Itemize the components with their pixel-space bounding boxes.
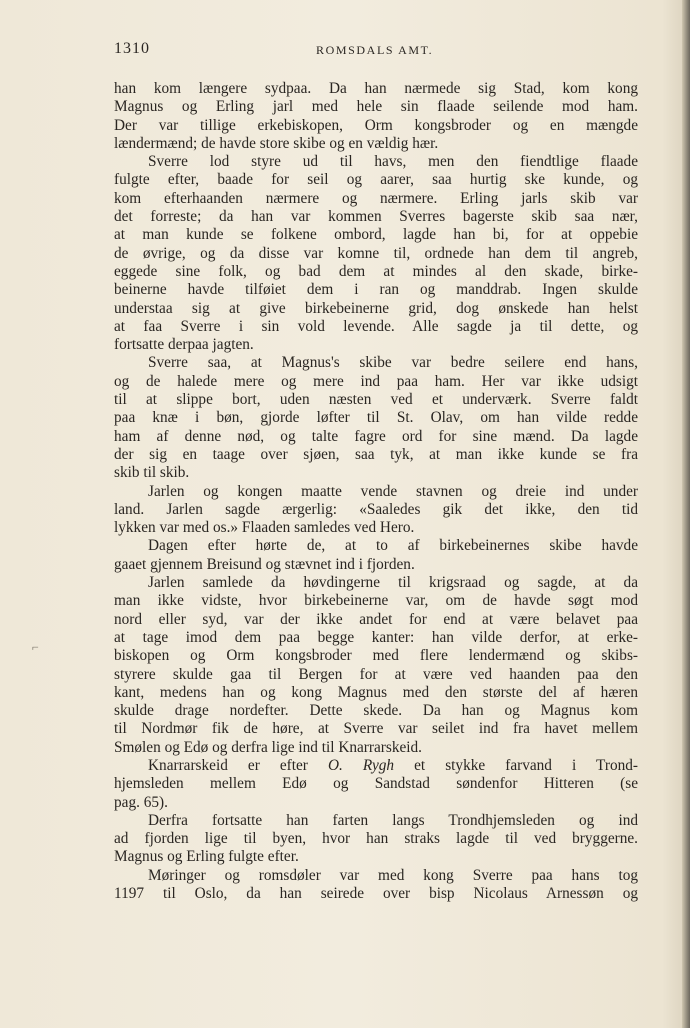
text-line: at tage imod dem paa begge kanter: han vilde derfor, at erke- (114, 628, 638, 646)
text-line: understaa sig at give birkebeinerne grid, dog ønskede han helst (114, 299, 638, 317)
running-title: ROMSDALS AMT. (316, 43, 434, 57)
text-segment: Knarrarskeid er efter (148, 756, 328, 774)
text-line: Jarlen samlede da høvdingerne til krigsraad og sagde, at da (148, 574, 638, 592)
page-edge (682, 0, 690, 1028)
text-line: gaaet gjennem Breisund og stævnet ind i fjorden. (114, 555, 415, 573)
text-line: Jarlen og kongen maatte vende stavnen og dreie ind under (148, 482, 638, 500)
text-line: til Nordmør fik de høre, at Sverre var seilet ind fra havet mellem (114, 720, 638, 738)
text-line: kant, medens han og kong Magnus med den største del af hæren (114, 683, 638, 701)
text-line: fulgte efter, baade for seil og aarer, saa hurtig ske kunde, og (114, 171, 638, 189)
body-text (114, 80, 638, 903)
text-line: skulde drage nordefter. Dette skede. Da han og Magnus kom (114, 702, 638, 720)
text-line: Magnus og Erling fulgte efter. (114, 848, 299, 866)
text-line (114, 757, 638, 775)
text-line: Møringer og romsdøler var med kong Sverre paa hans tog (148, 866, 638, 884)
page-header (114, 40, 638, 60)
text-line: fortsatte derpaa jagten. (114, 336, 254, 354)
text-line: paa knæ i bøn, gjorde løfter til St. Olav, om han vilde redde (114, 409, 638, 427)
text-line: der sig en taage over sjøen, saa tyk, at man ikke kunde se fra (114, 445, 638, 463)
text-line: til at slippe bort, uden næsten ved et underværk. Sverre faldt (114, 391, 638, 409)
margin-mark: ⌐ (32, 640, 39, 654)
text-line: biskopen og Orm kongsbroder med flere lendermænd og skibs- (114, 647, 638, 665)
text-line: Der var tillige erkebiskopen, Orm kongsbroder og en mængde (114, 116, 638, 134)
text-line: pag. 65). (114, 793, 168, 811)
text-line: lændermænd; de havde store skibe og en vældig hær. (114, 134, 439, 152)
text-line: at man kunde se folkene ombord, lagde han bi, for at oppebie (114, 226, 638, 244)
text-line: styrere skulde gaa til Bergen for at være ved haanden paa den (114, 665, 638, 683)
text-line: eggede sine folk, og bad dem at mindes al den skade, birke- (114, 262, 638, 280)
text-line: beinerne havde tilføiet dem i ran og manddrab. Ingen skulde (114, 281, 638, 299)
text-line: og de halede mere og mere ind paa ham. Her var ikke udsigt (114, 372, 638, 390)
text-line: Sverre saa, at Magnus's skibe var bedre seilere end hans, (148, 354, 638, 372)
page-number: 1310 (114, 40, 150, 57)
text-line: land. Jarlen sagde ærgerlig: «Saaledes gik det ikke, den tid (114, 500, 638, 518)
text-line: lykken var med os.» Flaaden samledes ved Hero. (114, 519, 415, 537)
text-line: Magnus og Erling jarl med hele sin flaade seilende mod ham. (114, 98, 638, 116)
text-line: Smølen og Edø og derfra lige ind til Knarrarskeid. (114, 738, 422, 756)
text-line: ham af denne nød, og talte fagre ord for sine mænd. Da lagde (114, 427, 638, 445)
text-line: Dagen efter hørte de, at to af birkebeinernes skibe havde (148, 537, 638, 555)
text-line: 1197 til Oslo, da han seirede over bisp Nicolaus Arnessøn og (114, 885, 638, 903)
text-line: det forreste; da han var kommen Sverres bagerste skib saa nær, (114, 208, 638, 226)
text-line: nord eller syd, var der ikke andet for end at være belavet paa (114, 610, 638, 628)
author-name: O. Rygh (327, 756, 395, 774)
text-line: at faa Sverre i sin vold levende. Alle sagde ja til dette, og (114, 317, 638, 335)
text-line: han kom længere sydpaa. Da han nærmede sig Stad, kom kong (114, 80, 638, 97)
text-segment: et stykke farvand i Trond- (394, 756, 638, 774)
text-line: ad fjorden lige til byen, hvor han straks lagde til ved bryggerne. (114, 830, 638, 848)
text-line: hjemsleden mellem Edø og Sandstad søndenfor Hitteren (se (114, 775, 638, 793)
text-line: de øvrige, og da disse var komne til, ordnede han dem til angreb, (114, 244, 638, 262)
text-line: skib til skib. (114, 464, 190, 482)
text-line: kom efterhaanden nærmere og nærmere. Erling jarls skib var (114, 189, 638, 207)
text-line: man ikke vidste, hvor birkebeinerne var, om de havde søgt mod (114, 592, 638, 610)
text-line: Derfra fortsatte han farten langs Trondhjemsleden og ind (148, 811, 638, 829)
text-line: Sverre lod styre ud til havs, men den fiendtlige flaade (148, 153, 638, 171)
